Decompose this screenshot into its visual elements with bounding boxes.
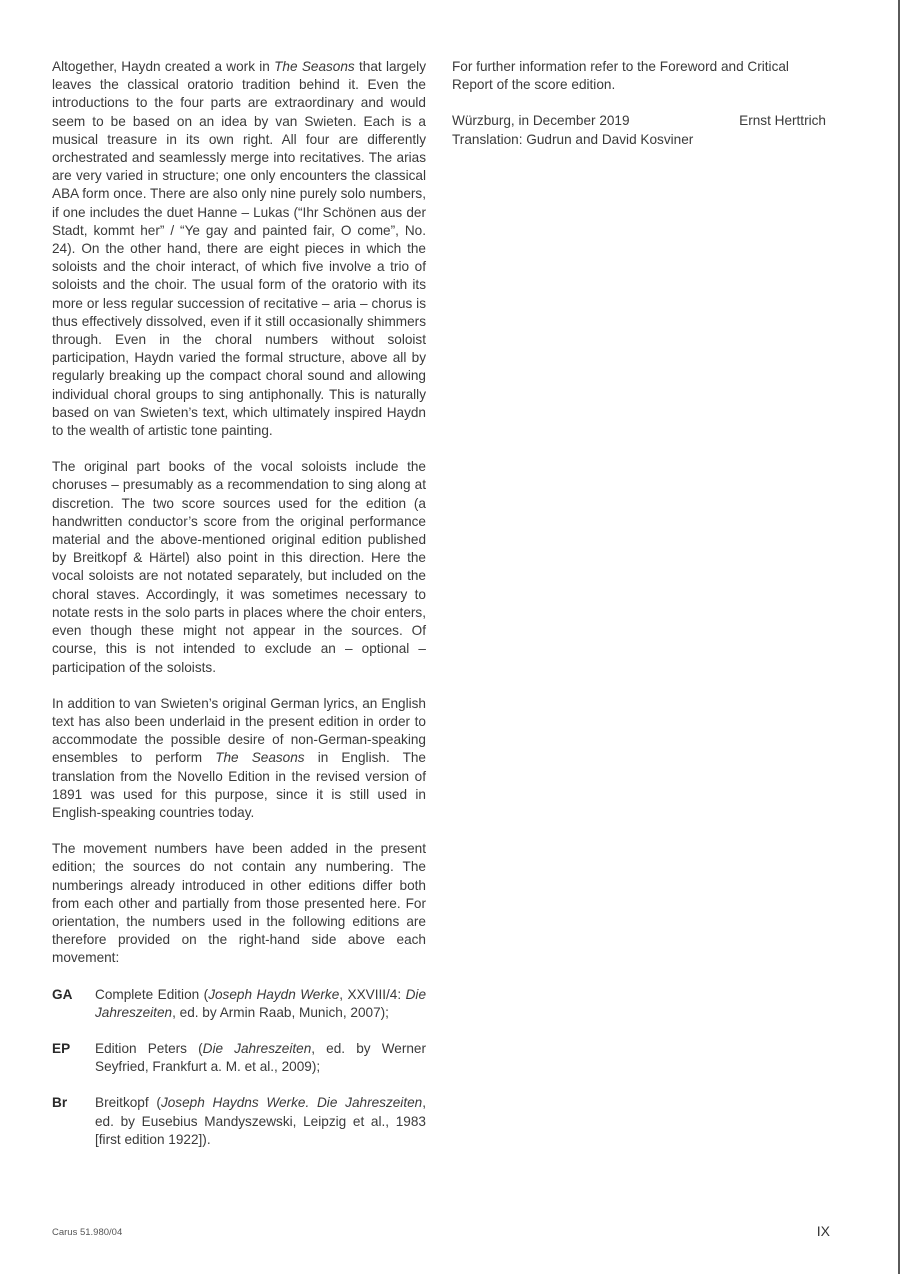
translation-credit: Translation: Gudrun and David Kosviner [452,131,694,147]
paragraph-further-info: For further information refer to the Foreword and Critical Report of the score edition. [452,59,789,93]
italic-title: The Seasons [274,59,355,74]
text-run: , ed. by Armin Raab, Munich, 2007); [172,1004,389,1020]
italic-title: The Seasons [215,750,305,766]
text-run: Complete Edition ( [95,986,209,1002]
text-run: In addition to van Swieten’s original German lyrics, an English text has also been underlaid in the present edition in order to accommodate the possible desire of non-German-speaking ensembles to perform [52,695,426,766]
catalog-number: Carus 51.980/04 [52,1227,123,1238]
page-number: IX [816,1223,830,1239]
paragraph-part-books: The original part books of the vocal soloists include the choruses – presumably as a recommendation to sing along at discretion. The two score sources used for the edition (a handwritten conductor’s score from the original performance material and the above-mentioned original edition published by Breitkopf & Härtel) also point in this direction. Here the vocal soloists are not notated separately, but included on the choral staves. Accordingly, it was sometimes necessary to notate rests in the solo parts in places where the choir enters, even though these might not appear in the sources. Of course, this is not intended to exclude an – optional – participation of the soloists. [52,459,426,675]
text-run: Altogether, Haydn created a work in [52,59,275,74]
text-run: , XXVIII/4: [339,986,406,1002]
edition-abbreviation: GA [52,986,73,1002]
italic-title: Joseph Haydn Werke [208,986,340,1002]
edition-abbreviation: EP [52,1040,71,1056]
left-column [52,58,426,1167]
text-run: that largely leaves the classical oratorio tradition behind it. Even the introductions to the four parts are extraordinary and would seem to be based on an idea by van Swieten. Each is a musical treasure in its own right. All four are differently orchestrated and seamlessly merge into recitatives. The arias are very varied in structure; one only encounters the classical ABA form once. There are also only nine purely solo numbers, if one includes the duet Hanne – Lukas (“Ihr Schönen aus der Stadt, kommt her” / “Ye gay and painted fair, O come”, No. 24). On the other hand, there are eight pieces in which the soloists and the choir interact, of which five involve a trio of soloists and the choir. The usual form of the oratorio with its more or less regular succession of recitative – aria – chorus is thus effectively dissolved, even if it still occasionally shimmers through. Even in the choral numbers without soloist participation, Haydn varied the formal structure, above all by regularly breaking up the compact choral sound and allowing individual choral groups to sing antiphonally. This is naturally based on van Swieten’s text, which ultimately inspired Haydn to the wealth of artistic tone painting. [52,59,426,439]
signature-line [452,112,826,130]
text-run: , ed. by Werner Seyfried, Frankfurt a. M. et al., 2009); [95,1040,427,1075]
edition-description [95,1094,426,1149]
italic-title: Die Jahreszeiten [202,1040,312,1056]
edition-item-br [52,1094,426,1149]
place-date: Würzburg, in December 2019 [452,113,630,129]
edition-item-ep [52,1040,426,1076]
editions-list [52,986,426,1149]
italic-title: Joseph Haydns Werke. Die Jahreszeiten [160,1095,423,1111]
paragraph-haydn-seasons [52,58,426,440]
edition-item-ga [52,986,426,1022]
paragraph-english-text [52,695,426,822]
text-run: in English. The translation from the Novello Edition in the revised version of 1891 was used for this purpose, since it is still used in English-speaking countries today. [52,750,426,820]
right-column [452,58,826,149]
edition-description [95,986,426,1022]
author-name: Ernst Herttrich [739,113,826,129]
text-run: Breitkopf ( [95,1095,161,1111]
edition-description [95,1040,426,1076]
edition-abbreviation: Br [52,1095,68,1111]
italic-title: Die Jahreszeiten [95,986,427,1020]
paragraph-movement-numbers: The movement numbers have been added in the present edition; the sources do not contain any numbering. The numberings already introduced in other editions differ both from each other and partially from those presented here. For orientation, the numbers used in the following editions are therefore provided on the right-hand side above each movement: [52,841,426,966]
text-run: , ed. by Eusebius Mandyszewski, Leipzig et al., 1983 [first edition 1922]). [95,1095,427,1147]
text-run: Edition Peters ( [95,1040,203,1056]
